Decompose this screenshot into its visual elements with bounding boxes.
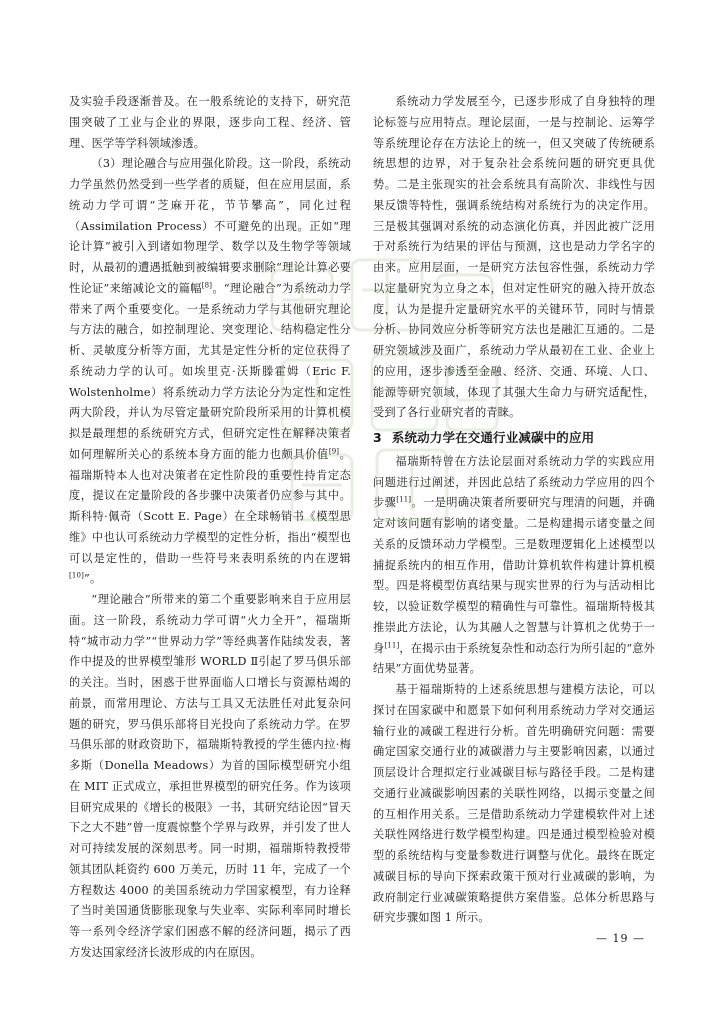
right-column bbox=[373, 92, 655, 929]
text-run: 。“理论融合”为系统动力学带来了两个重要变化。一是系统动力学与其他研究理论与方法的融合，如控制理论、突变理论、结构稳定性分析、灵敏度分析等方面，尤其是定性分析的定位获得了系统动力学的认可。如埃里克·沃斯滕霍姆（Eric F. Wolstenholme）将系统动力学方法论分为定性和定性两大阶段，并认为尽管定量研究阶段所采用的计算机模拟是最理想的系统研究方式，但研究定性在解释决策者如何理解所关心的系统本身方面的能力也颇具价值 bbox=[69, 281, 351, 461]
section-title: 系统动力学在交通行业减碳中的应用 bbox=[391, 430, 595, 445]
text-run: ，在揭示由于系统复杂性和动态行为所引起的“意外结果”方面优势显著。 bbox=[373, 641, 655, 676]
paragraph-intro-continued: 及实验手段逐渐普及。在一般系统论的支持下，研究范围突破了工业与企业的界限，逐步向工程、经济、管理、医学等学科领域渗透。 bbox=[69, 95, 351, 150]
citation-ref-11-second: [11] bbox=[384, 640, 400, 649]
text-run: 。一是明确决策者所要研究与理清的问题，并确定对该问题有影响的诸变量。二是构建揭示诸变量之间关系的反馈环动力学模型。三是数理逻辑化上述模型以捕捉系统内的相互作用，借助计算机软件构建计算机模型。四是将模型仿真结果与现实世界的行为与活动相比较，以验证数学模型的精确性与可靠性。福瑞斯特极其推崇此方法论，认为其融人之智慧与计算机之优势于一身 bbox=[373, 496, 655, 655]
citation-ref-9: [9] bbox=[328, 447, 340, 456]
text-run: （3）理论融合与应用强化阶段。这一阶段，系统动力学虽然仍然受到一些学者的质疑，但在应用层面，系统动力学可谓“芝麻开花，节节攀高”，同化过程（Assimilation Process）不可避免的出现。正如“理论计算”被引入到诸如物理学、数学以及生物学等领域时，从最初的遭遇抵触到被编辑要求删除“理论计算必要性论证”来缩减论文的篇幅 bbox=[69, 157, 351, 295]
text-run: 福瑞斯特曾在方法论层面对系统动力学的实践应用问题进行过阐述，并因此总结了系统动力学应用的四个步骤 bbox=[373, 454, 655, 510]
page-number: — 19 — bbox=[596, 932, 645, 945]
citation-ref-8: [8] bbox=[201, 281, 213, 290]
citation-ref-11: [11] bbox=[396, 495, 412, 504]
citation-ref-10: [10] bbox=[69, 571, 84, 580]
paragraph-four-steps bbox=[373, 452, 655, 680]
paragraph-transport-application: 基于福瑞斯特的上述系统思想与建模方法论，可以探讨在国家碳中和愿景下如何利用系统动力学对交通运输行业的减碳工程进行分析。首先明确研究问题：需要确定国家交通行业的减碳潜力与主要影响因素，以通过顶层设计合理拟定行业减碳目标与路径手段。二是构建交通行业减碳影响因素的关联性网络，以揭示变量之间的互相作用关系。三是借助系统动力学建模软件对上述关联性网络进行数学模型构建。四是通过模型检验对模型的系统结构与变量参数进行调整与优化。最终在既定减碳目标的导向下探索政策干预对行业减碳的影响，为政府制定行业减碳策略提供方案借鉴。总体分析思路与研究步骤如图 1 所示。 bbox=[373, 683, 655, 925]
paragraph-theory-fusion-impact: “理论融合”所带来的第二个重要影响来自于应用层面。这一阶段，系统动力学可谓“火力全开”，福瑞斯特“城市动力学”“世界动力学”等经典著作陆续发表，著作中提及的世界模型雏形 WORLD Ⅱ引起了罗马俱乐部的关注。当时，困惑于世界面临人口增长与资源枯竭的前景，而常用理论、方法与工具又无法胜任对此复杂问题的研究，罗马俱乐部将目光投向了系统动力学。在罗马俱乐部的财政资助下，福瑞斯特教授的学生德内拉·梅多斯（Donella Meadows）为首的国际模型研究小组在 MIT 正式成立，承担世界模型的研究任务。作为该项目研究成果的《增长的极限》一书，其研究结论因“冒天下之大不韪”曾一度震惊整个学界与政界，并引发了世人对可持续发展的深刻思考。同一时期，福瑞斯特教授带领其团队耗资约 600 万美元，历时 11 年，完成了一个方程数达 4000 的美国系统动力学国家模型，有力诠释了当时美国通货膨胀现象与失业率、实际利率同时增长等一系列令经济学家们困惑不解的经济问题，揭示了西方发达国家经济长波形成的内在原因。 bbox=[69, 593, 351, 959]
text-run: ”。 bbox=[83, 572, 102, 586]
text-run: 。福瑞斯特本人也对决策者在定性阶段的重要性持肯定态度，提议在定量阶段的各步骤中决策者仍应参与其中。斯科特·佩奇（Scott E. Page）在全球畅销书《模型思维》中也认可系统动力学模型的定性分析，指出“模型也可以是定性的，借助一些符号来表明系统的内在逻辑 bbox=[69, 447, 351, 565]
section-number: 3 bbox=[373, 430, 382, 445]
left-column bbox=[69, 92, 351, 964]
paragraph-stage-3 bbox=[69, 154, 351, 590]
section-heading bbox=[373, 428, 655, 449]
paragraph-current-development: 系统动力学发展至今，已逐步形成了自身独特的理论标签与应用特点。理论层面，一是与控制论、运筹学等系统理论存在方法论上的统一，但又突破了传统硬系统思想的边界，对于复杂社会系统问题的研究更具优势。二是主张现实的社会系统具有高阶次、非线性与因果反馈等特性，强调系统结构对系统行为的决定作用。三是极其强调对系统的动态演化仿真，并因此被广泛用于对系统行为结果的评估与预测，这也是动力学名字的由来。应用层面，一是研究方法包容性强，系统动力学以定量研究为立身之本，但对定性研究的融入持开放态度，认为是提升定量研究水平的关键环节，同时与情景分析、协同效应分析等研究方法也是融汇互通的。二是研究领域涉及面广，系统动力学从最初在工业、企业上的应用，逐步渗透至金融、经济、交通、环境、人口、能源等研究领域，体现了其强大生命力与研究适配性，受到了各行业研究者的青睐。 bbox=[373, 95, 655, 420]
